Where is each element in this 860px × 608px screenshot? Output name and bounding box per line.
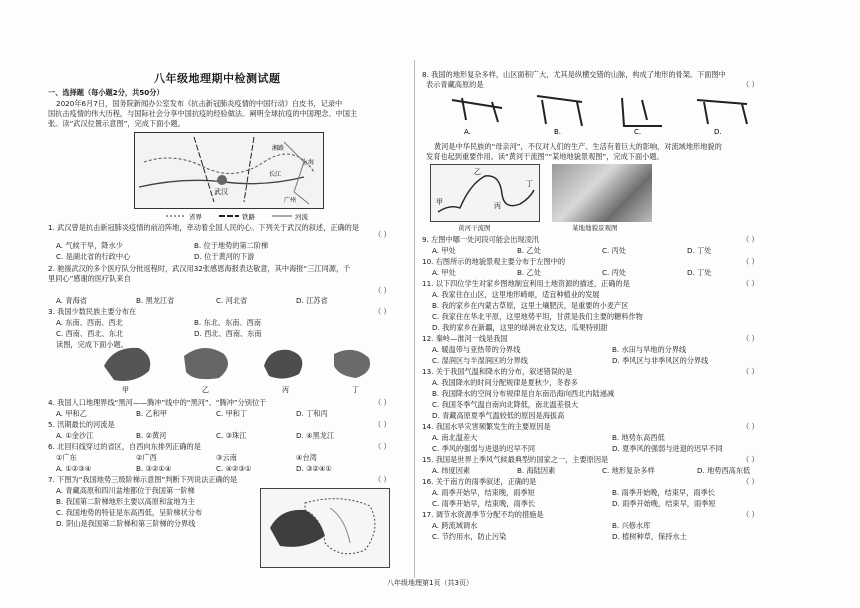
question-10: 10. 右图所示的地貌景观主要分布于左图中的 — [422, 257, 566, 266]
answer-paren-15[interactable]: （ ） — [742, 455, 759, 464]
q17-option-b: B. 兴修水库 — [612, 521, 651, 530]
page-title: 八年级地理期中检测试题 — [154, 72, 281, 85]
q1-option-b: B. 位于地势的第二阶梯 — [194, 241, 269, 250]
q13-option-b: B. 我国降水的空间分布规律是自东南沿海向西北内陆递减 — [432, 389, 615, 398]
q17-option-a: A. 跨流域调水 — [432, 521, 478, 530]
river-label-bing: 丙 — [494, 202, 501, 210]
yellow-river-map — [430, 164, 540, 222]
q2-option-c: C. 河北省 — [216, 296, 248, 305]
river-label-ding: 丁 — [526, 180, 533, 188]
mountain-option-a: A. — [464, 128, 471, 136]
question-14: 14. 我国水旱灾害频繁发生的主要原因是 — [422, 422, 551, 431]
answer-paren-4[interactable]: （ ） — [374, 398, 391, 407]
q13-option-c: C. 我国冬季气温自南向北降低，南北温差很大 — [432, 400, 579, 409]
q4-option-d: D. 丁和丙 — [296, 409, 328, 418]
q4-option-a: A. 甲和乙 — [56, 409, 87, 418]
q3-option-d: D. 西北、西南、东南 — [194, 329, 262, 338]
mountain-range-options — [442, 90, 762, 136]
q6-item-2: ②广西 — [136, 453, 157, 462]
q11-option-c: C. 我家住在华北平原，这里地势平坦，甘蔗是我们主要的糖料作物 — [432, 312, 643, 321]
page-footer: 八年级地理第1页（共3页） — [387, 579, 473, 587]
q3-option-a: A. 东南、西南、西北 — [56, 318, 123, 327]
question-1: 1. 武汉曾是抗击新冠肺炎疫情的前沿阵地，牵动着全国人民的心。下列关于武汉的叙述，正确的是 — [48, 223, 360, 232]
q9-option-a: A. 甲处 — [432, 246, 456, 255]
river-map-caption: 黄河干流图 — [458, 224, 491, 232]
q2-option-b: B. 黑龙江省 — [136, 296, 175, 305]
question-15: 15. 我国是世界上季风气候最典型的国家之一，主要原因是 — [422, 455, 609, 464]
q5-option-d: D. ④黑龙江 — [296, 431, 335, 440]
q15-option-c: C. 地形复杂多样 — [602, 466, 655, 475]
q5-option-b: B. ②黄河 — [136, 431, 167, 440]
q7-option-c: C. 我国地势的特征是东高西低，呈阶梯状分布 — [56, 508, 203, 517]
column-divider — [414, 60, 415, 578]
q1-option-a: A. 气候干旱，降水少 — [56, 241, 123, 250]
q12-option-c: C. 湿润区与半湿润区的分界线 — [432, 356, 528, 365]
answer-paren-17[interactable]: （ ） — [742, 510, 759, 519]
q15-option-a: A. 纬度因素 — [432, 466, 471, 475]
answer-paren-6[interactable]: （ ） — [374, 442, 391, 451]
answer-paren-11[interactable]: （ ） — [742, 279, 759, 288]
mountain-option-d: D. — [714, 128, 722, 136]
answer-paren-2[interactable]: （ ） — [374, 286, 391, 295]
q3-option-c: C. 西南、西北、东北 — [56, 329, 124, 338]
province-label-bing: 丙 — [282, 386, 289, 394]
question-13: 13. 关于我国气温和降水的分布，叙述错误的是 — [422, 367, 573, 376]
question-16: 16. 关于南方的雨季叙述，正确的是 — [422, 477, 537, 486]
map-legend — [164, 211, 334, 221]
wuhan-location-map — [134, 132, 324, 210]
intro-line-2: 国抗击疫情的伟大历程，与国际社会分享中国抗疫的经验做法。阐明全球抗疫的中国理念、中国主 — [48, 109, 358, 118]
mountain-option-b: B. — [554, 128, 562, 136]
option-a-figure — [452, 98, 502, 136]
q6-item-4: ④台湾 — [296, 453, 317, 462]
answer-paren-1[interactable]: （ ） — [374, 230, 391, 239]
question-8-cont: 表示青藏高原的是 — [426, 80, 484, 89]
map-label-wuhan: 武汉 — [214, 188, 228, 196]
intro-line-3: 张。读“武汉位置示意图”，完成下面小题。 — [48, 119, 185, 128]
q5-option-c: C. ③珠江 — [216, 431, 247, 440]
q6-option-a: A. ①②③④ — [56, 464, 92, 473]
answer-paren-8[interactable]: （ ） — [742, 80, 759, 89]
map-label-shanghai: 上海 — [302, 159, 315, 166]
q16-option-b: B. 雨季开始晚，结束早，雨季长 — [612, 488, 715, 497]
answer-paren-13[interactable]: （ ） — [742, 367, 759, 376]
q7-option-b: B. 我国第二阶梯地形主要以高原和盆地为主 — [56, 497, 195, 506]
map-label-route: 湘路 — [272, 145, 285, 152]
intro-line-1: 2020年6月7日，国务院新闻办公室发布《抗击新冠肺炎疫情的中国行动》白皮书，记录中 — [56, 99, 343, 108]
q15-option-d: D. 地势西高东低 — [697, 466, 751, 475]
q2-option-d: D. 江苏省 — [296, 296, 328, 305]
q4-option-c: C. 甲和丁 — [216, 409, 248, 418]
landform-photo — [552, 164, 652, 222]
q15-option-b: B. 海陆因素 — [517, 466, 556, 475]
q6-option-b: B. ③②①④ — [136, 464, 172, 473]
q12-option-a: A. 暖温带与亚热带的分界线 — [432, 345, 521, 354]
terrain-steps-map — [260, 488, 390, 568]
province-label-ding: 丁 — [352, 386, 359, 394]
province-silhouettes — [94, 336, 384, 394]
option-c-figure — [622, 98, 662, 136]
question-12: 12. 秦岭—淮河一线是我国 — [422, 334, 508, 343]
q2-option-a: A. 青海省 — [56, 296, 87, 305]
landform-photo-caption: 某地地貌景观图 — [572, 224, 618, 232]
question-2-cont: 里同心”感谢的医疗队来自 — [48, 274, 131, 283]
q11-option-a: A. 我家住在山区，这里地形崎岖，适宜种植业的发展 — [432, 290, 600, 299]
q14-option-c: C. 季风的强弱与进退的迟早不同 — [432, 444, 536, 453]
q5-option-a: A. ①金沙江 — [56, 431, 94, 440]
river-label-yi: 乙 — [474, 168, 481, 176]
exam-sheet — [44, 60, 792, 578]
answer-paren-9[interactable]: （ ） — [742, 235, 759, 244]
q4-option-b: B. 乙和甲 — [136, 409, 168, 418]
q7-option-a: A. 青藏高原和四川盆地都位于我国第一阶梯 — [56, 486, 195, 495]
question-3: 3. 我国少数民族主要分布在 — [48, 307, 137, 316]
map-label-yangtze: 长江 — [269, 171, 282, 178]
q13-option-a: A. 我国降水的时间分配规律是夏秋少，冬春多 — [432, 378, 578, 387]
q9-option-c: C. 丙处 — [602, 246, 626, 255]
yellow-river-intro-2: 发育也起到重要作用。读“黄河干流图”“某地地貌景观图”，完成下面小题。 — [426, 152, 664, 161]
question-7: 7. 下图为“我国地势三级阶梯示意图”判断下列说法正确的是 — [48, 475, 238, 484]
q10-option-b: B. 乙处 — [517, 268, 541, 277]
question-9: 9. 左图中哪一处河段可能会出现凌汛 — [422, 235, 539, 244]
q12-option-d: D. 季风区与非季风区的分界线 — [612, 356, 709, 365]
q10-option-c: C. 丙处 — [602, 268, 626, 277]
mountain-option-c: C. — [634, 128, 642, 136]
answer-paren-10[interactable]: （ ） — [742, 257, 759, 266]
legend-river: 河流 — [295, 213, 308, 221]
q16-option-c: C. 雨季开始早，结束晚，雨季长 — [432, 499, 536, 508]
province-label-jia: 甲 — [122, 386, 129, 394]
q6-option-d: D. ③②④① — [296, 464, 332, 473]
q3-option-b: B. 东北、东南、西南 — [194, 318, 262, 327]
option-d-figure — [697, 100, 747, 136]
question-6: 6. 北回归线穿过的省区，自西向东排列正确的是 — [48, 442, 201, 451]
q14-option-b: B. 地势东高西低 — [612, 433, 665, 442]
question-11: 11. 以下四位学生对家乡图地制宜利用土地资源的描述，正确的是 — [422, 279, 630, 288]
question-2: 2. 驰援武汉的多个医疗队分批返程时，武汉用32张感恩海报表达敬意，其中海报“三江同源，千 — [48, 264, 351, 273]
q10-option-a: A. 甲处 — [432, 268, 456, 277]
legend-provincial-border: 省界 — [189, 213, 202, 221]
question-8: 8. 我国的地形复杂多样，山区面积广大，尤其是纵横交错的山脉，构成了地形的骨架。下面图中 — [422, 70, 726, 79]
q16-option-d: D. 雨季开始晚，结束早，雨季短 — [612, 499, 716, 508]
q10-option-d: D. 丁处 — [687, 268, 712, 277]
q9-option-b: B. 乙处 — [517, 246, 541, 255]
map-label-guangzhou: 广州 — [284, 197, 297, 204]
q6-item-1: ①广东 — [56, 453, 77, 462]
answer-paren-14[interactable]: （ ） — [742, 422, 759, 431]
q14-option-a: A. 南北温差大 — [432, 433, 478, 442]
section-heading: 一、选择题（每小题2分，共50分） — [48, 88, 164, 97]
question-4: 4. 我国人口地理界线“黑河——腾冲”线中的“黑河”、“腾冲”分别位于 — [48, 398, 267, 407]
q11-option-b: B. 我的家乡在内蒙古草原，这里土壤肥沃，是重要的小麦产区 — [432, 301, 629, 310]
q6-option-c: C. ④②③① — [216, 464, 252, 473]
q11-option-d: D. 我的家乡在新疆，这里的绿洲农业发达，瓜果特别甜 — [432, 323, 608, 332]
question-17: 17. 调节水资源季节分配不均的措施是 — [422, 510, 544, 519]
option-b-figure — [537, 96, 582, 136]
answer-paren-7[interactable]: （ ） — [374, 475, 391, 484]
q17-option-d: D. 植树种草，保持水土 — [612, 532, 687, 541]
read-figure-prompt: 读图，完成下面小题。 — [56, 340, 128, 349]
q16-option-a: A. 雨季开始早，结束晚，雨季短 — [432, 488, 535, 497]
legend-railway: 铁路 — [242, 213, 255, 221]
answer-paren-3[interactable]: （ ） — [374, 307, 391, 316]
answer-paren-12[interactable]: （ ） — [742, 334, 759, 343]
q12-option-b: B. 水田与旱地的分界线 — [612, 345, 687, 354]
answer-paren-5[interactable]: （ ） — [374, 420, 391, 429]
q1-option-d: D. 位于黄河的下游 — [194, 252, 255, 261]
q14-option-d: D. 夏季风的强弱与进退的迟早不同 — [612, 444, 723, 453]
q7-option-d: D. 阴山是我国第二阶梯和第三阶梯的分界线 — [56, 519, 196, 528]
q9-option-d: D. 丁处 — [687, 246, 712, 255]
q13-option-d: D. 青藏高原夏季气温较低的原因是海拔高 — [432, 411, 565, 420]
river-label-jia: 甲 — [436, 198, 443, 206]
province-label-yi: 乙 — [202, 386, 209, 394]
q6-item-3: ③云南 — [216, 453, 237, 462]
yellow-river-intro-1: 黄河是中华民族的“母亲河”，不仅对人们的生产、生活有着巨大的影响，对流域地形地貌的 — [434, 142, 722, 151]
answer-paren-16[interactable]: （ ） — [742, 477, 759, 486]
q17-option-c: C. 节约用水，防止污染 — [432, 532, 507, 541]
q1-option-c: C. 是湖北省的行政中心 — [56, 252, 131, 261]
question-5: 5. 汛期最长的河流是 — [48, 420, 115, 429]
